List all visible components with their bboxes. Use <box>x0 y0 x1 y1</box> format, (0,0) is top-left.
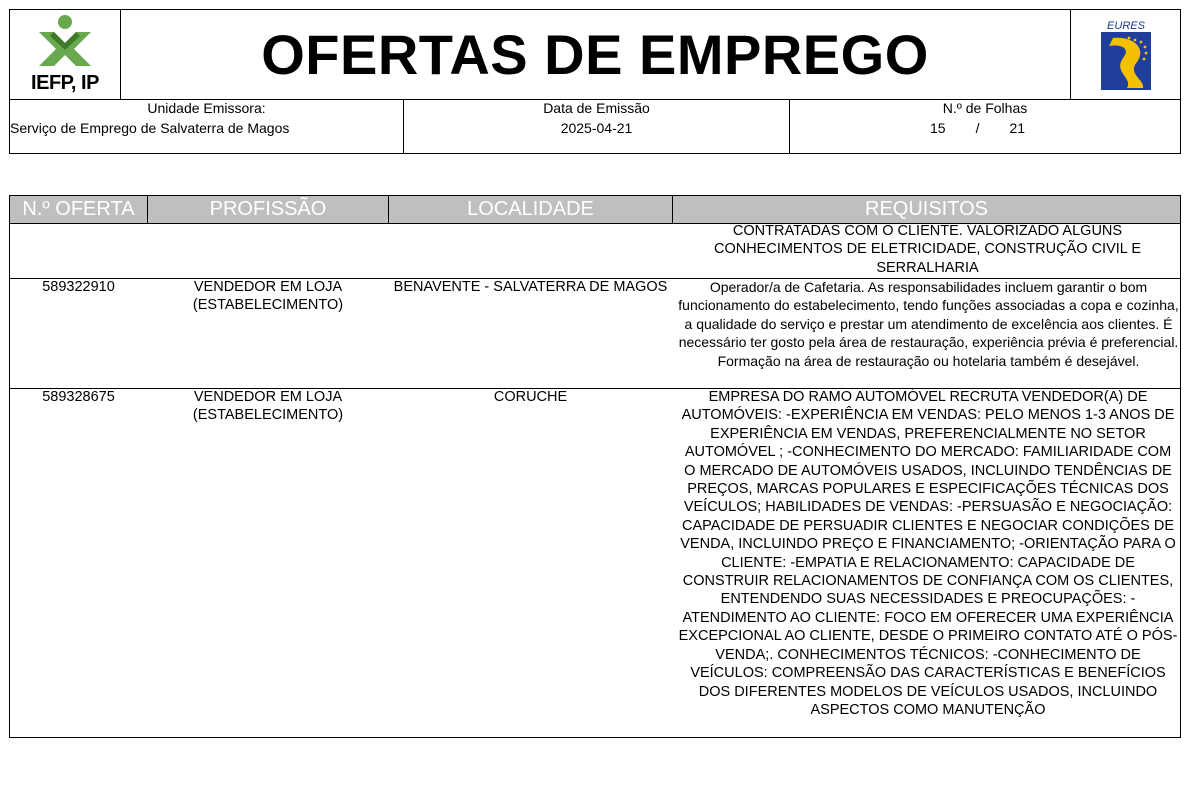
table-row <box>9 278 1181 389</box>
column-header-localidade: LOCALIDADE <box>389 196 673 223</box>
document-header <box>9 9 1181 155</box>
numero-folhas-cell <box>790 99 1180 153</box>
numero-folhas-value <box>930 120 1025 136</box>
eures-logo <box>1070 10 1181 99</box>
numero-folhas-label: N.º de Folhas <box>942 100 1028 116</box>
oferta-number: 589328675 <box>42 389 115 405</box>
folha-atual: 15 <box>930 120 946 136</box>
table-header <box>9 195 1181 224</box>
table-row <box>9 223 1181 279</box>
profissao-cell: VENDEDOR EM LOJA (ESTABELECIMENTO) <box>192 389 344 424</box>
requisitos-cell: Operador/a de Cafetaria. As responsabilidades incluem garantir o bom funcionamento do estabelecimento, tendo funções associadas a copa e cozinha, a qualidade do serviço e prestar um atendimento de excelência aos clientes. É necessário ter gosto pela área de restauração, experiência prévia é preferencial. Formação na área de restauração ou hotelaria também é desejável. <box>678 279 1179 369</box>
column-header-profissao: PROFISSÃO <box>148 196 389 223</box>
requisitos-cell: CONTRATADAS COM O CLIENTE. VALORIZADO ALGUNS CONHECIMENTOS DE ELETRICIDADE, CONSTRUÇÃO CIVIL E SERRALHARIA <box>713 223 1141 276</box>
requisitos-cell: EMPRESA DO RAMO AUTOMÓVEL RECRUTA VENDEDOR(A) DE AUTOMÓVEIS: -EXPERIÊNCIA EM VENDAS: PELO MENOS 1-3 ANOS DE EXPERIÊNCIA EM VENDAS, PREFERENCIALMENTE NO SETOR AUTOMÓVEL ; -CONHECIMENTO DO MERCADO: FAMILIARIDADE COM O MERCADO DE AUTOMÓVEIS USADOS, INCLUINDO TENDÊNCIAS DE PREÇOS, MARCAS POPULARES E ESPECIFICAÇÕES TÉCNICAS DOS VEÍCULOS; HABILIDADES DE VENDAS: -PERSUASÃO E NEGOCIAÇÃO: CAPACIDADE DE PERSUADIR CLIENTES E NEGOCIAR CONDIÇÕES DE VENDA, INCLUINDO PREÇO E FINANCIAMENTO; -ORIENTAÇÃO PARA O CLIENTE: -EMPATIA E RELACIONAMENTO: CAPACIDADE DE CONSTRUIR RELACIONAMENTOS DE CONFIANÇA COM OS CLIENTES, ENTENDENDO SUAS NECESSIDADES E PREOCUPAÇÕES: -ATENDIMENTO AO CLIENTE: FOCO EM OFERECER UMA EXPERIÊNCIA EXCEPCIONAL AO CLIENTE, DESDE O PRIMEIRO CONTATO ATÉ O PÓS-VENDA;. CONHECIMENTOS TÉCNICOS: -CONHECIMENTO DE VEÍCULOS: COMPREENSÃO DAS CARACTERÍSTICAS E BENEFÍCIOS DOS DIFERENTES MODELOS DE VEÍCULOS USADOS, INCLUINDO ASPECTOS COMO MANUTENÇÃO <box>678 389 1178 718</box>
oferta-number: 589322910 <box>42 279 115 295</box>
eures-logo-icon <box>1097 18 1155 92</box>
column-header-oferta: N.º OFERTA <box>10 196 148 223</box>
table-row <box>9 388 1181 738</box>
unidade-emissora-value: Serviço de Emprego de Salvaterra de Magos <box>10 120 290 136</box>
data-emissao-label: Data de Emissão <box>543 100 650 116</box>
profissao-cell: VENDEDOR EM LOJA (ESTABELECIMENTO) <box>192 279 344 314</box>
iefp-logo-text: IEFP, IP <box>31 72 99 94</box>
unidade-emissora-label: Unidade Emissora: <box>147 100 266 116</box>
localidade-cell: CORUCHE <box>493 389 568 405</box>
column-header-requisitos: REQUISITOS <box>865 198 988 220</box>
iefp-logo <box>10 10 121 99</box>
data-emissao-cell <box>404 99 790 153</box>
header-info-row <box>9 99 1181 154</box>
data-emissao-value: 2025-04-21 <box>560 120 633 136</box>
page-title: OFERTAS DE EMPREGO <box>261 23 929 86</box>
header-title-row <box>9 9 1181 100</box>
folha-total: 21 <box>1009 120 1026 136</box>
eures-logo-text: EURES <box>1107 20 1145 32</box>
iefp-logo-icon <box>36 14 94 70</box>
unidade-emissora-cell <box>10 99 404 153</box>
folha-separador: / <box>975 120 980 136</box>
localidade-cell: BENAVENTE - SALVATERRA DE MAGOS <box>393 279 668 295</box>
